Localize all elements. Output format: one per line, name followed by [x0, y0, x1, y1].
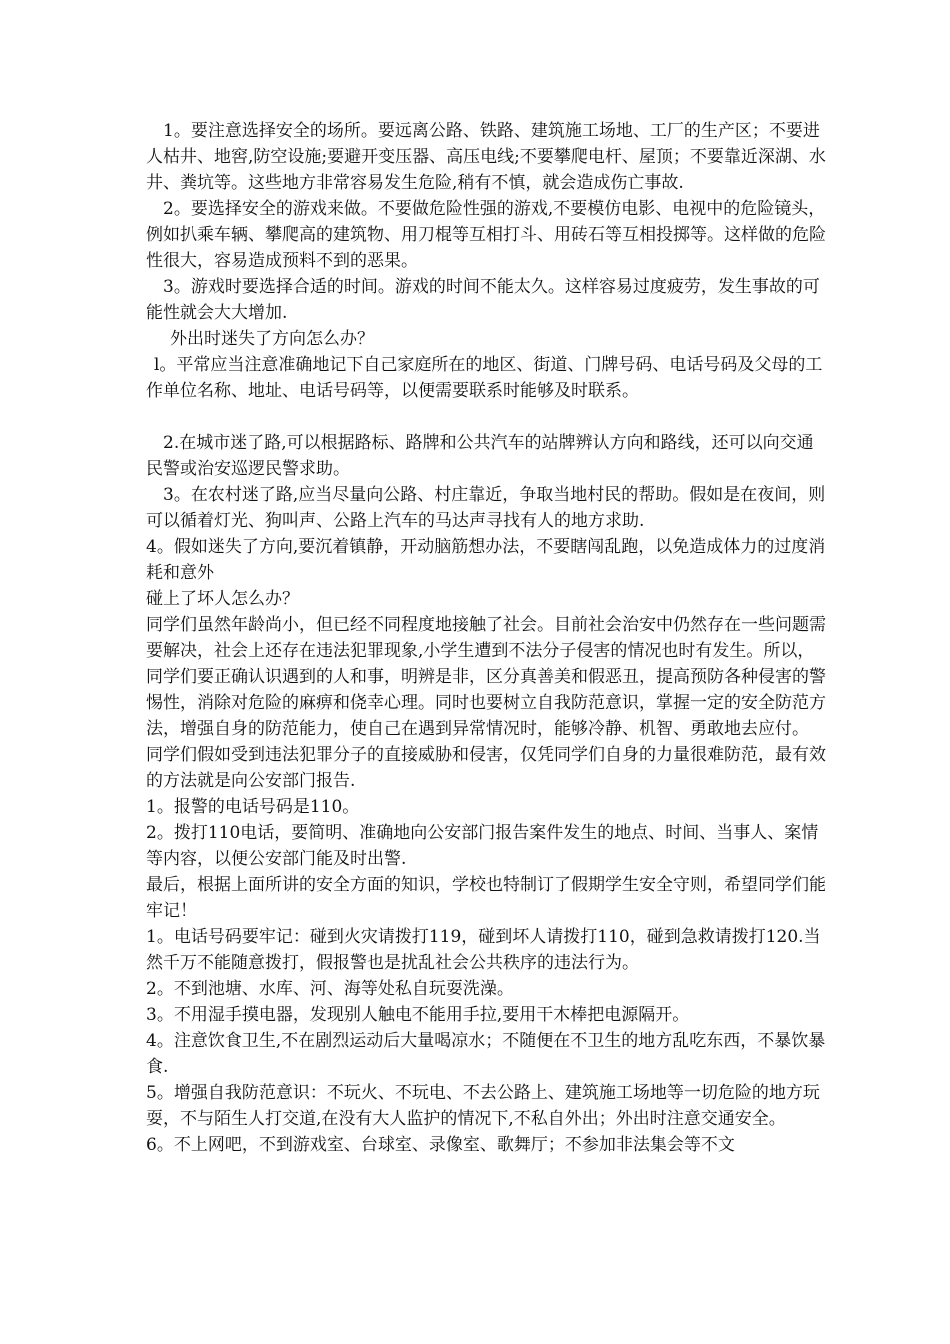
- heading-lost-direction: 外出时迷失了方向怎么办？: [170, 329, 374, 349]
- paragraph-police-number: 1。报警的电话号码是110。: [146, 797, 360, 817]
- paragraph-stay-calm: 4。假如迷失了方向,要沉着镇静，开动脑筋想办法，不要瞎闯乱跑，以免造成体力的过度消耗和意外: [146, 537, 826, 583]
- paragraph-self-protection: 同学们虽然年龄尚小，但已经不同程度地接触了社会。目前社会治安中仍然存在一些问题需要解决，社会上还存在违法犯罪现象,小学生遭到不法分子侵害的情况也时有发生。所以，同学们要正确认识遇到的人和事，明辨是非，区分真善美和假恶丑，提高预防各种侵害的警惕性，消除对危险的麻痹和侥幸心理。同时也要树立自我防范意识，掌握一定的安全防范方法，增强自身的防范能力，使自己在遇到异常情况时，能够冷静、机智、勇敢地去应付。: [146, 615, 826, 739]
- rule-electricity: 3。不用湿手摸电器，发现别人触电不能用手拉,要用干木棒把电源隔开。: [146, 1005, 690, 1025]
- paragraph-call-110: 2。拨打110电话，要简明、准确地向公安部门报告案件发生的地点、时间、当事人、案情等内容，以便公安部门能及时出警.: [146, 823, 819, 869]
- rule-phone-numbers: 1。电话号码要牢记：碰到火灾请拨打119，碰到坏人请拨打110，碰到急救请拨打120.当然千万不能随意拨打，假报警也是扰乱社会公共秩序的违法行为。: [146, 927, 821, 973]
- paragraph-safe-games: 2。要选择安全的游戏来做。不要做危险性强的游戏,不要模仿电影、电视中的危险镜头，例如扒乘车辆、攀爬高的建筑物、用刀棍等互相打斗、用砖石等互相投掷等。这样做的危险性很大，容易造成预料不到的恶果。: [146, 199, 826, 271]
- paragraph-lost-in-city: 2.在城市迷了路,可以根据路标、路牌和公共汽车的站牌辨认方向和路线，还可以向交通民警或治安巡逻民警求助。: [146, 433, 814, 479]
- rule-food-hygiene: 4。注意饮食卫生,不在剧烈运动后大量喝凉水；不随便在不卫生的地方乱吃东西，不暴饮暴食.: [146, 1031, 826, 1077]
- paragraph-holiday-rules-intro: 最后，根据上面所讲的安全方面的知识，学校也特制订了假期学生安全守则，希望同学们能牢记！: [146, 875, 826, 921]
- paragraph-report-police: 同学们假如受到违法犯罪分子的直接威胁和侵害，仅凭同学们自身的力量很难防范，最有效的方法就是向公安部门报告.: [146, 745, 826, 791]
- rule-self-protection: 5。增强自我防范意识：不玩火、不玩电、不去公路上、建筑施工场地等一切危险的地方玩耍，不与陌生人打交道,在没有大人监护的情况下,不私自外出；外出时注意交通安全。: [146, 1083, 820, 1129]
- heading-bad-people: 碰上了坏人怎么办？: [146, 589, 299, 609]
- rule-no-swimming: 2。不到池塘、水库、河、海等处私自玩耍洗澡。: [146, 979, 514, 999]
- paragraph-remember-address: l。平常应当注意准确地记下自己家庭所在的地区、街道、门牌号码、电话号码及父母的工作单位名称、地址、电话号码等，以便需要联系时能够及时联系。: [146, 355, 823, 401]
- rule-no-internet-cafe: 6。不上网吧，不到游戏室、台球室、录像室、歌舞厅；不参加非法集会等不文: [146, 1135, 735, 1155]
- paragraph-lost-in-village: 3。在农村迷了路,应当尽量向公路、村庄靠近，争取当地村民的帮助。假如是在夜间，则可以循着灯光、狗叫声、公路上汽车的马达声寻找有人的地方求助.: [146, 485, 826, 531]
- document-body: [146, 118, 826, 1158]
- paragraph-safe-place: 1。要注意选择安全的场所。要远离公路、铁路、建筑施工场地、工厂的生产区；不要进人枯井、地窖,防空设施;要避开变压器、高压电线;不要攀爬电杆、屋顶；不要靠近深湖、水井、粪坑等。这些地方非常容易发生危险,稍有不慎，就会造成伤亡事故.: [146, 121, 826, 193]
- paragraph-game-time: 3。游戏时要选择合适的时间。游戏的时间不能太久。这样容易过度疲劳，发生事故的可能性就会大大增加.: [146, 277, 820, 323]
